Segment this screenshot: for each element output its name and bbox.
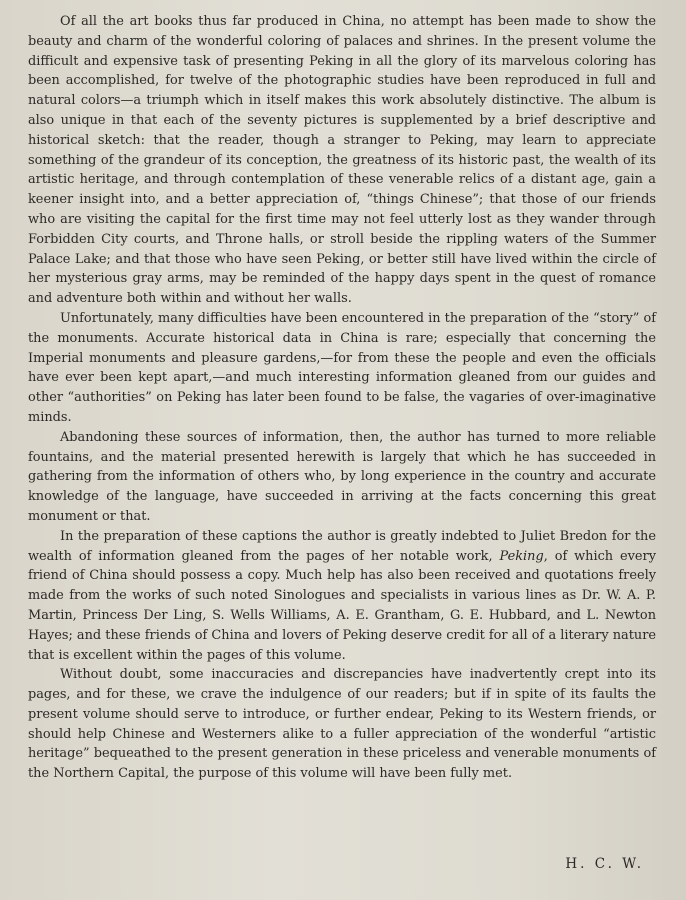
paragraph-4-end: , of which every friend of China should possess a copy. Much help has also been received and quotations freely made from the works of such noted Sinologues and specialists in various lines as Dr. W. A. P. Martin, Princess Der Ling, S. Wells Williams, A. E. Grantham, G. E. Hubbard, and L. Newton Hayes; and these friends of China and lovers of Peking deserve credit for all of a literary nature that is excellent within the pages of this volume. <box>28 548 656 663</box>
paragraph-4-start: In the preparation of these captions the author is greatly indebted to Juliet Bredon for the wealth of information gleaned from the pages of her notable work, <box>28 528 656 564</box>
paragraph-5: Without doubt, some inaccuracies and discrepancies have inadvertently crept into its pages, and for these, we crave the indulgence of our readers; but if in spite of its faults the present volume should serve to introduce, or further endear, Peking to its Western friends, or should help Chinese and Westerners alike to a fuller appreciation of the wonderful “artistic heritage” bequeathed to the present generation in these priceless and venerable monuments of the Northern Capital, the purpose of this volume will have been fully met. <box>28 667 656 782</box>
paragraph-4 <box>28 527 656 666</box>
author-signature: H. C. W. <box>565 856 644 872</box>
preface-text <box>28 12 656 784</box>
paragraph-3: Abandoning these sources of information, then, the author has turned to more reliable fountains, and the material presented herewith is largely that which he has succeeded in gathering from the information of others who, by long experience in the country and accurate knowledge of the language, have succeeded in arriving at the facts concerning this great monument or that. <box>28 429 656 524</box>
book-title-peking: Peking <box>499 548 544 564</box>
paragraph-1: Of all the art books thus far produced in China, no attempt has been made to show the beauty and charm of the wonderful coloring of palaces and shrines. In the present volume the difficult and expensive task of presenting Peking in all the glory of its marvelous coloring has been accomplished, for twelve of the photographic studies have been reproduced in full and natural colors—a triumph which in itself makes this work absolutely distinctive. The album is also unique in that each of the seventy pictures is supplemented by a brief descriptive and historical sketch: that the reader, though a stranger to Peking, may learn to appreciate something of the grandeur of its conception, the greatness of its historic past, the wealth of its artistic heritage, and through contemplation of these venerable relics of a distant age, gain a keener insight into, and a better appreciation of, “things Chinese”; that those of our friends who are visiting the capital for the first time may not feel utterly lost as they wander through Forbidden City courts, and Throne halls, or stroll beside the rippling waters of the Summer Palace Lake; and that those who have seen Peking, or better still have lived within the circle of her mysterious gray arms, may be reminded of the happy days spent in the quest of romance and adventure both within and without her walls. <box>28 14 656 307</box>
paragraph-2: Unfortunately, many difficulties have been encountered in the preparation of the “story” of the monuments. Accurate historical data in China is rare; especially that concerning the Imperial monuments and pleasure gardens,—for from these the people and even the officials have ever been kept apart,—and much interesting information gleaned from our guides and other “authorities” on Peking has later been found to be false, the vagaries of over-imaginative minds. <box>28 310 656 425</box>
